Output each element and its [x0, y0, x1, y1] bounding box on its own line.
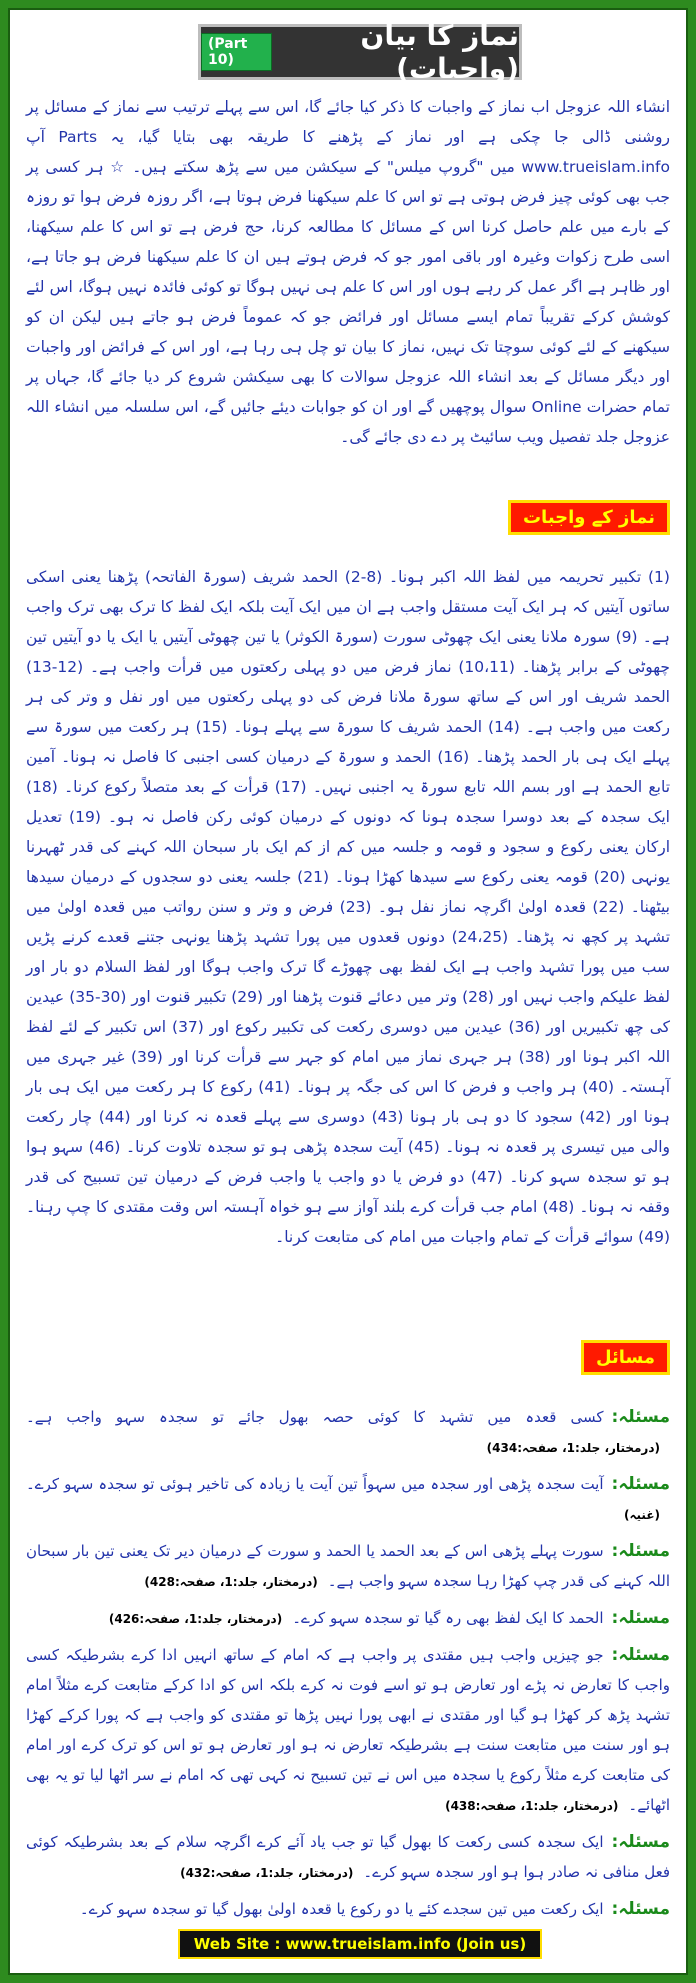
website-link[interactable]: Web Site : www.trueislam.info (Join us) — [193, 1935, 527, 1953]
masala-text: الحمد کا ایک لفظ بھی رہ گیا تو سجدہ سہو کرے۔ — [292, 1609, 604, 1627]
masala-reference: (درمختار، جلد:1، صفحہ:432) — [180, 1866, 354, 1880]
masala-text: جو چیزیں واجب ہیں مقتدی پر واجب ہے کہ امام کے ساتھ انہیں ادا کرے بشرطیکہ کسی واجب کا تعارض نہ پڑے اور تعارض ہو تو اسے فوت نہ کرے بلکہ اس کو ادا کرکے متابعت کرے مثلاً امام تشہد پڑھ کر کھڑا ہو گیا اور مقتدی نے ابھی پورا نہیں پڑھا تو مقتدی کو واجب ہے کہ پورا کرکے کھڑا ہو اور سنت میں متابعت سنت ہے بشرطیکہ تعارض نہ ہو اور تعارض ہو تو اس کو ترک کرے اور امام کی متابعت کرے مثلاً رکوع یا سجدہ میں اس نے تین تسبیح نہ کہی تھی کہ امام نے سر اٹھا لیا تو یہ بھی اٹھائے۔ — [26, 1646, 670, 1814]
masala-item — [26, 1640, 670, 1821]
masala-item — [26, 1894, 670, 1924]
masala-item — [26, 1827, 670, 1888]
masala-item — [26, 1603, 670, 1634]
masala-reference: (درمختار، جلد:1، صفحہ:426) — [108, 1612, 283, 1626]
part-badge: (Part 10) — [201, 33, 272, 71]
wajibat-paragraph: (1) تکبیر تحریمہ میں لفظ اللہ اکبر ہونا۔ (8-2) الحمد شریف (سورۃ الفاتحہ) پڑھنا یعنی اسکی ساتوں آیتیں کہ ہر ایک آیت مستقل واجب ہے ان میں ایک آیت بلکہ ایک لفظ کا ترک بھی ترک واجب ہے۔ (9) سورہ ملانا یعنی ایک چھوٹی سورت (سورۃ الکوثر) یا تین چھوٹی آیتیں یا ایک یا دو آیتیں تین چھوٹی کے برابر پڑھنا۔ (10،11) نماز فرض میں دو پہلی رکعتوں میں قرأت واجب ہے۔ (12-13) الحمد شریف اور اس کے ساتھ سورۃ ملانا فرض کی دو پہلی رکعتوں میں اور نفل و وتر کی ہر رکعت میں واجب ہے۔ (14) الحمد شریف کا سورۃ سے پہلے ہونا۔ (15) ہر رکعت میں سورۃ سے پہلے ایک ہی بار الحمد پڑھنا۔ (16) الحمد و سورۃ کے درمیان کسی اجنبی کا فاصل نہ ہونا۔ آمین تابع الحمد ہے اور بسم اللہ تابع سورۃ یہ اجنبی نہیں۔ (17) قرأت کے بعد متصلاً رکوع کرنا۔ (18) ایک سجدہ کے بعد دوسرا سجدہ ہونا کہ دونوں کے درمیان کوئی رکن فاصل نہ ہو۔ (19) تعدیل ارکان یعنی رکوع و سجود و قومہ و جلسہ میں کم از کم ایک بار سبحان اللہ کہنے کی قدر ٹھہرنا یونہی (20) قومہ یعنی رکوع سے سیدھا کھڑا ہونا۔ (21) جلسہ یعنی دو سجدوں کے درمیان سیدھا بیٹھنا۔ (22) قعدہ اولیٰ اگرچہ نماز نفل ہو۔ (23) فرض و وتر و سنن رواتب میں قعدہ اولیٰ میں تشہد پر کچھ نہ پڑھنا۔ (24،25) دونوں قعدوں میں پورا تشہد پڑھنا یونہی جتنے قعدے کرنے پڑیں سب میں پورا تشہد واجب ہے ایک لفظ بھی چھوڑے گا ترک واجب ہوگا اور لفظ السلام دو بار اور لفظ علیکم واجب نہیں اور (28) وتر میں دعائے قنوت پڑھنا اور (29) تکبیر قنوت اور (30-35) عیدین کی چھ تکبیریں اور (36) عیدین میں دوسری رکعت کی تکبیر رکوع اور (37) اس تکبیر کے لئے لفظ اللہ اکبر ہونا اور (38) ہر جہری نماز میں امام کو جہر سے قرأت کرنا اور (39) غیر جہری میں آہستہ۔ (40) ہر واجب و فرض کا اس کی جگہ پر ہونا۔ (41) رکوع کا ہر رکعت میں ایک ہی بار ہونا اور (42) سجود کا دو ہی بار ہونا (43) دوسری سے پہلے قعدہ نہ کرنا اور (44) چار رکعت والی میں تیسری پر قعدہ نہ ہونا۔ (45) آیت سجدہ پڑھی ہو تو سجدہ تلاوت کرنا۔ (46) سہو ہوا ہو تو سجدہ سہو کرنا۔ (47) دو فرض یا دو واجب یا واجب فرض کے درمیان تین تسبیح کی قدر وقفہ نہ ہونا۔ (48) امام جب قرأت کرے بلند آواز سے ہو خواہ آہستہ اس وقت مقتدی کا چپ رہنا۔ (49) سوائے قرأت کے تمام واجبات میں امام کی متابعت کرنا۔ — [26, 568, 671, 1246]
masala-key: مسئلہ: — [611, 1407, 670, 1427]
website-footer[interactable] — [178, 1929, 542, 1959]
masala-text: سورت پہلے پڑھی اس کے بعد الحمد یا الحمد و سورت کے درمیان دیر تک یعنی تین بار سبحان اللہ کہنے کی قدر چپ کھڑا رہا سجدہ سہو واجب ہے۔ — [26, 1542, 670, 1590]
title-banner — [198, 19, 522, 85]
masala-item — [26, 1536, 670, 1597]
masail-list — [26, 1402, 670, 1930]
masala-reference: (درمختار، جلد:1، صفحہ:438) — [445, 1799, 619, 1813]
section-label-masail: مسائل — [581, 1340, 670, 1375]
masala-reference: (درمختار، جلد:1، صفحہ:428) — [144, 1575, 318, 1589]
page-title: نماز کا بیان (واجبات) — [360, 19, 519, 85]
masala-key: مسئلہ: — [611, 1474, 670, 1494]
masala-reference: (غنیہ) — [624, 1508, 660, 1522]
masala-item — [26, 1469, 670, 1530]
masala-key: مسئلہ: — [611, 1541, 670, 1561]
masala-key: مسئلہ: — [611, 1645, 670, 1665]
content-panel — [8, 8, 688, 1975]
masala-key: مسئلہ: — [611, 1608, 670, 1628]
masala-text: کسی قعدہ میں تشہد کا کوئی حصہ بھول جائے تو سجدہ سہو واجب ہے۔ — [26, 1408, 604, 1426]
masala-reference: (درمختار، جلد:1، صفحہ:434) — [486, 1441, 660, 1455]
masala-text: ایک رکعت میں تین سجدے کئے یا دو رکوع یا قعدہ اولیٰ بھول گیا تو سجدہ سہو کرے۔ — [79, 1900, 604, 1918]
section-label-wajibat: نماز کے واجبات — [508, 500, 670, 535]
masala-key: مسئلہ: — [611, 1899, 670, 1919]
masala-text: ایک سجدہ کسی رکعت کا بھول گیا تو جب یاد آئے کرے اگرچہ سلام کے بعد بشرطیکہ کوئی فعل منافی نہ صادر ہوا ہو اور سجدہ سہو کرے۔ — [26, 1833, 670, 1881]
masala-item — [26, 1402, 670, 1463]
masala-text: آیت سجدہ پڑھی اور سجدہ میں سہواً تین آیت یا زیادہ کی تاخیر ہوئی تو سجدہ سہو کرے۔ — [26, 1475, 604, 1493]
masala-key: مسئلہ: — [611, 1832, 670, 1852]
intro-paragraph: انشاء اللہ عزوجل اب نماز کے واجبات کا ذکر کیا جائے گا، اس سے پہلے ترتیب سے نماز کے مسائل پر روشنی ڈالی جا چکی ہے اور نماز کے پڑھنے کا طریقہ بھی بتایا گیا، یہ Parts آپ www.trueislam.info میں "گروپ میلس" کے سیکشن میں سے پڑھ سکتے ہیں۔ ☆ ہر کسی پر جب بھی کوئی چیز فرض ہوتی ہے تو اس کا علم سیکھنا فرض ہوتا ہے، اگر روزہ فرض ہوا تو روزہ کے بارے میں علم حاصل کرنا اس کے مسائل کا مطالعہ کرنا، حج فرض ہے تو اس کا علم سیکھنا، اسی طرح زکوات وغیرہ اور باقی امور جو کہ فرض ہوتے ہیں ان کا علم سیکھنا فرض ہو جاتا ہے، اور ظاہر ہے اگر عمل کر رہے ہوں اور اس کا علم ہی نہیں ہوگا تو کوئی فائدہ نہیں ہوگا، اس لئے کوشش کرکے تقریباً تمام ایسے مسائل اور فرائض جو کہ عموماً فرض ہو جاتے ہیں لیکن ان کو سیکھنے کے لئے کوئی سوچتا تک نہیں، نماز کا بیان تو چل ہی رہا ہے، اور اس کے فرائض اور واجبات اور دیگر مسائل کے بعد انشاء اللہ عزوجل سوالات کا بھی سیکشن شروع کر دیا جائے گا، جہاں پر تمام حضرات Online سوال پوچھیں گے اور ان کو جوابات دیئے جائیں گے، اس سلسلہ میں انشاء اللہ عزوجل جلد تفصیل ویب سائیٹ پر دے دی جائے گی۔ — [26, 98, 670, 446]
